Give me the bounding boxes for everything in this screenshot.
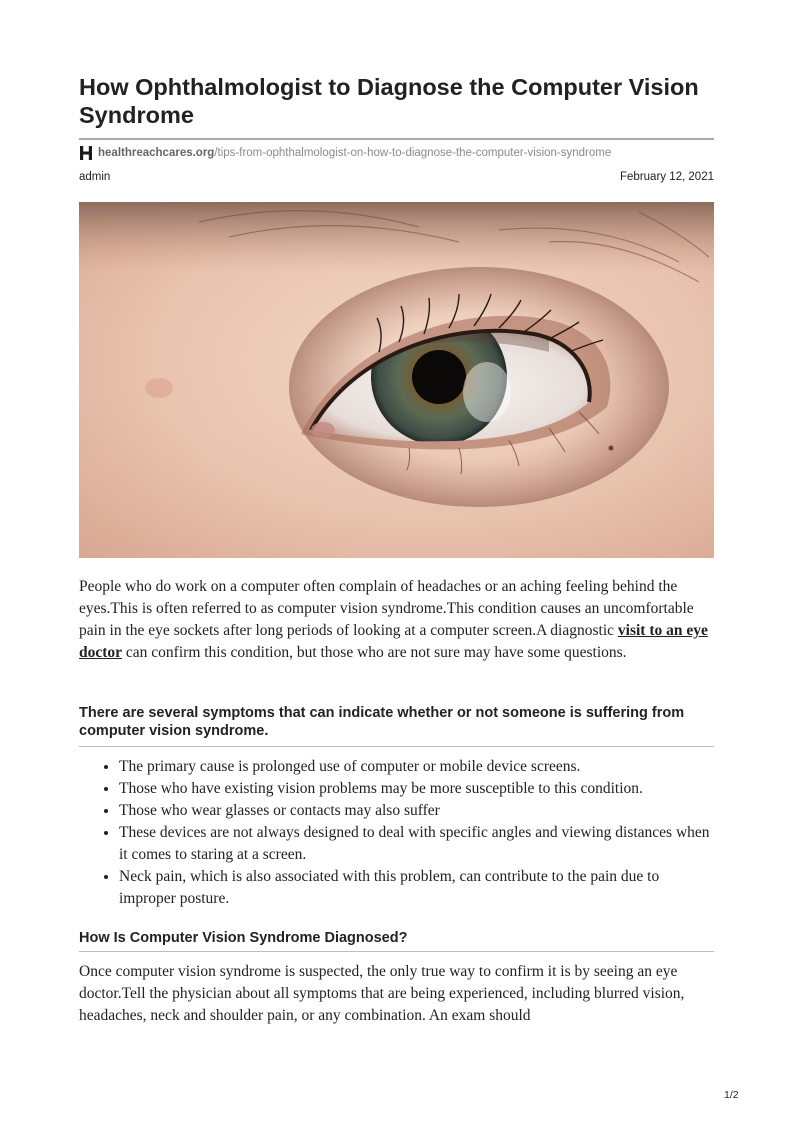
intro-text-after-link: can confirm this condition, but those who are not sure may have some questions. — [122, 644, 627, 661]
list-item: • These devices are not always designed to deal with specific angles and viewing distances when it comes to staring at a screen. — [119, 822, 714, 866]
eye-photo — [79, 202, 714, 558]
title-divider — [79, 138, 714, 140]
article-meta — [79, 171, 714, 183]
hero-image — [79, 202, 714, 558]
eye-doctor-link[interactable]: visit to an eye doctor — [79, 622, 708, 661]
list-item: • Those who wear glasses or contacts may also suffer — [119, 800, 714, 822]
source-domain[interactable]: healthreachcares.org — [98, 147, 215, 159]
publish-date: February 12, 2021 — [620, 171, 714, 183]
intro-paragraph — [79, 576, 714, 664]
diagnosed-heading: How Is Computer Vision Syndrome Diagnosed? — [79, 930, 408, 946]
list-item: • The primary cause is prolonged use of computer or mobile device screens. — [119, 756, 714, 778]
list-item: • Neck pain, which is also associated with this problem, can contribute to the pain due to improper posture. — [119, 866, 714, 910]
author: admin — [79, 171, 111, 183]
symptoms-heading-divider — [79, 746, 714, 747]
page-number: 1/2 — [724, 1089, 739, 1101]
intro-text-before-link: People who do work on a computer often complain of headaches or an aching feeling behind the eyes.This is often referred to as computer vision syndrome.This condition causes an uncomfortable pain in the eye sockets after long periods of looking at a computer screen.A diagnostic — [79, 578, 694, 639]
symptoms-list — [79, 756, 714, 910]
site-favicon-icon — [79, 145, 93, 161]
symptoms-heading: There are several symptoms that can indicate whether or not someone is suffering from computer vision syndrome. — [79, 705, 685, 739]
source-line — [79, 144, 611, 162]
diagnosed-paragraph: Once computer vision syndrome is suspected, the only true way to confirm it is by seeing an eye doctor.Tell the physician about all symptoms that are being experienced, including blurred vision, headaches, neck and shoulder pain, or any combination. An exam should — [79, 963, 685, 1024]
source-path[interactable]: /tips-from-ophthalmologist-on-how-to-diagnose-the-computer-vision-syndrome — [214, 147, 612, 159]
diagnosed-heading-divider — [79, 951, 714, 952]
page-title: How Ophthalmologist to Diagnose the Computer Vision Syndrome — [79, 74, 699, 128]
list-item: • Those who have existing vision problems may be more susceptible to this condition. — [119, 778, 714, 800]
